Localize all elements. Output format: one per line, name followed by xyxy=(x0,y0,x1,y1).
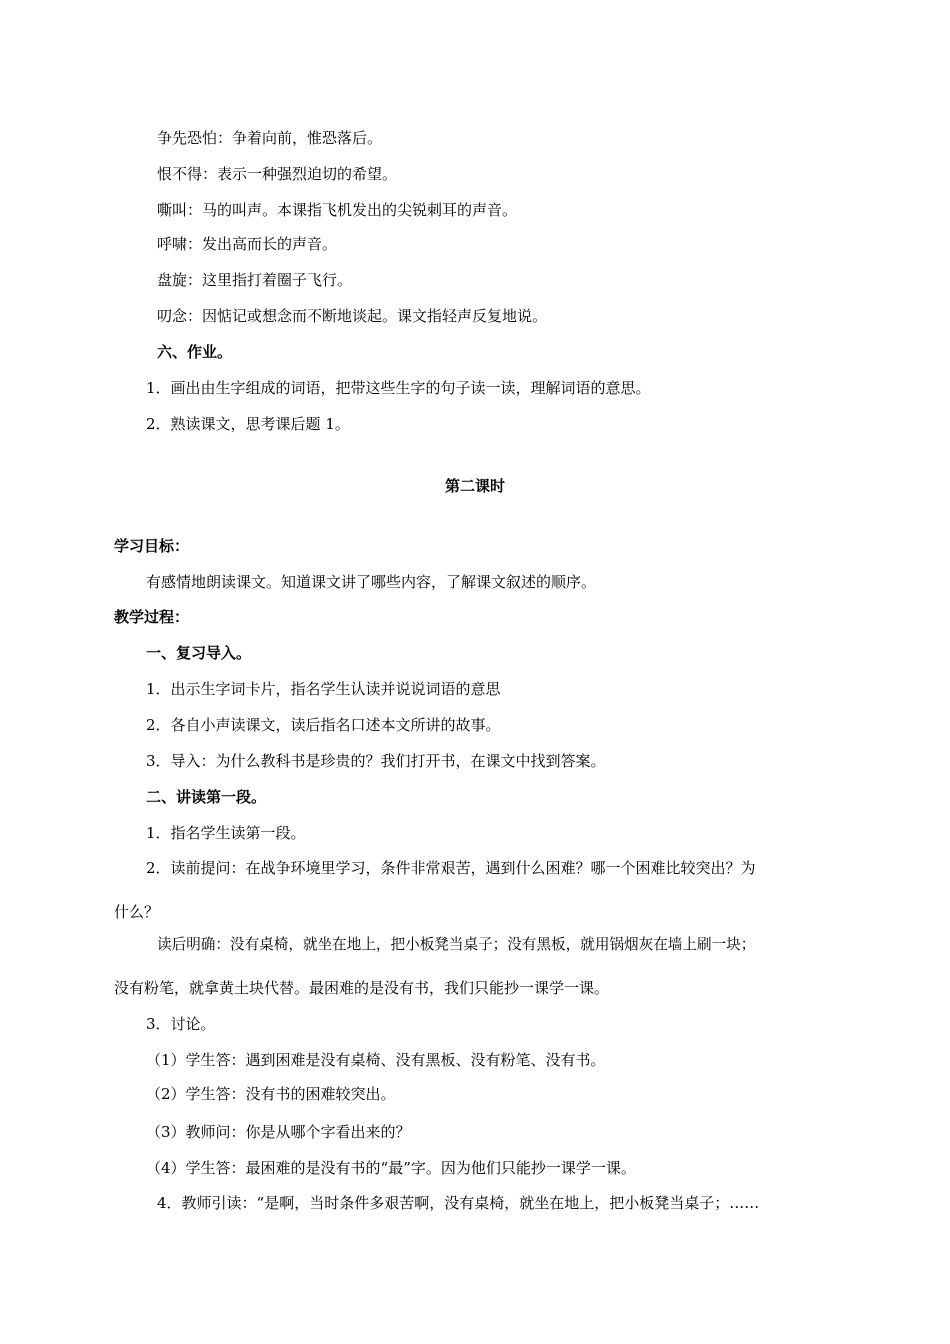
homework-heading: 六、作业。 xyxy=(157,343,233,361)
section-item: 3．讨论。 xyxy=(146,1015,216,1033)
review-item: 2．各自小声读课文，读后指名口述本文所讲的故事。 xyxy=(146,716,501,734)
homework-item: 1．画出由生字组成的词语，把带这些生字的句子读一读，理解词语的意思。 xyxy=(146,379,651,397)
section-item: 2．读前提问：在战争环境里学习，条件非常艰苦，遇到什么困难？哪一个困难比较突出？为 xyxy=(146,859,756,877)
review-item: 3．导入：为什么教科书是珍贵的？我们打开书，在课文中找到答案。 xyxy=(146,752,606,770)
goals-heading: 学习目标： xyxy=(114,537,190,555)
review-item: 1．出示生字词卡片，指名学生认读并说说词语的意思 xyxy=(146,680,501,698)
discussion-item: （3）教师问：你是从哪个字看出来的？ xyxy=(146,1123,411,1141)
definition-line: 恨不得：表示一种强烈迫切的希望。 xyxy=(157,165,398,183)
definition-line: 嘶叫：马的叫声。本课指飞机发出的尖锐刺耳的声音。 xyxy=(157,201,518,219)
discussion-item: （1）学生答：遇到困难是没有桌椅、没有黑板、没有粉笔、没有书。 xyxy=(146,1051,606,1069)
answer-text-continued: 没有粉笔，就拿黄土块代替。最困难的是没有书，我们只能抄一课学一课。 xyxy=(114,979,610,997)
goals-text: 有感情地朗读课文。知道课文讲了哪些内容，了解课文叙述的顺序。 xyxy=(146,573,597,591)
section-item: 4．教师引读：“是啊，当时条件多艰苦啊，没有桌椅，就坐在地上，把小板凳当桌子；…… xyxy=(157,1194,760,1212)
section-item: 1．指名学生读第一段。 xyxy=(146,824,306,842)
section-heading: 二、讲读第一段。 xyxy=(146,788,267,806)
answer-text: 读后明确：没有桌椅，就坐在地上，把小板凳当桌子；没有黑板，就用锅烟灰在墙上刷一块； xyxy=(157,936,756,953)
discussion-item: （2）学生答：没有书的困难较突出。 xyxy=(146,1085,396,1103)
definition-line: 呼啸：发出高而长的声音。 xyxy=(157,235,338,253)
discussion-item: （4）学生答：最困难的是没有书的“最”字。因为他们只能抄一课学一课。 xyxy=(146,1159,636,1177)
homework-item: 2．熟读课文，思考课后题 1。 xyxy=(146,415,350,433)
section-item-continued: 什么？ xyxy=(114,903,160,921)
review-heading: 一、复习导入。 xyxy=(146,644,252,662)
definition-line: 盘旋：这里指打着圈子飞行。 xyxy=(157,271,353,289)
lesson-title: 第二课时 xyxy=(444,477,505,495)
definition-line: 争先恐怕：争着向前，惟恐落后。 xyxy=(157,129,383,147)
definition-line: 叨念：因惦记或想念而不断地谈起。课文指轻声反复地说。 xyxy=(157,307,548,325)
process-heading: 教学过程： xyxy=(114,608,190,626)
